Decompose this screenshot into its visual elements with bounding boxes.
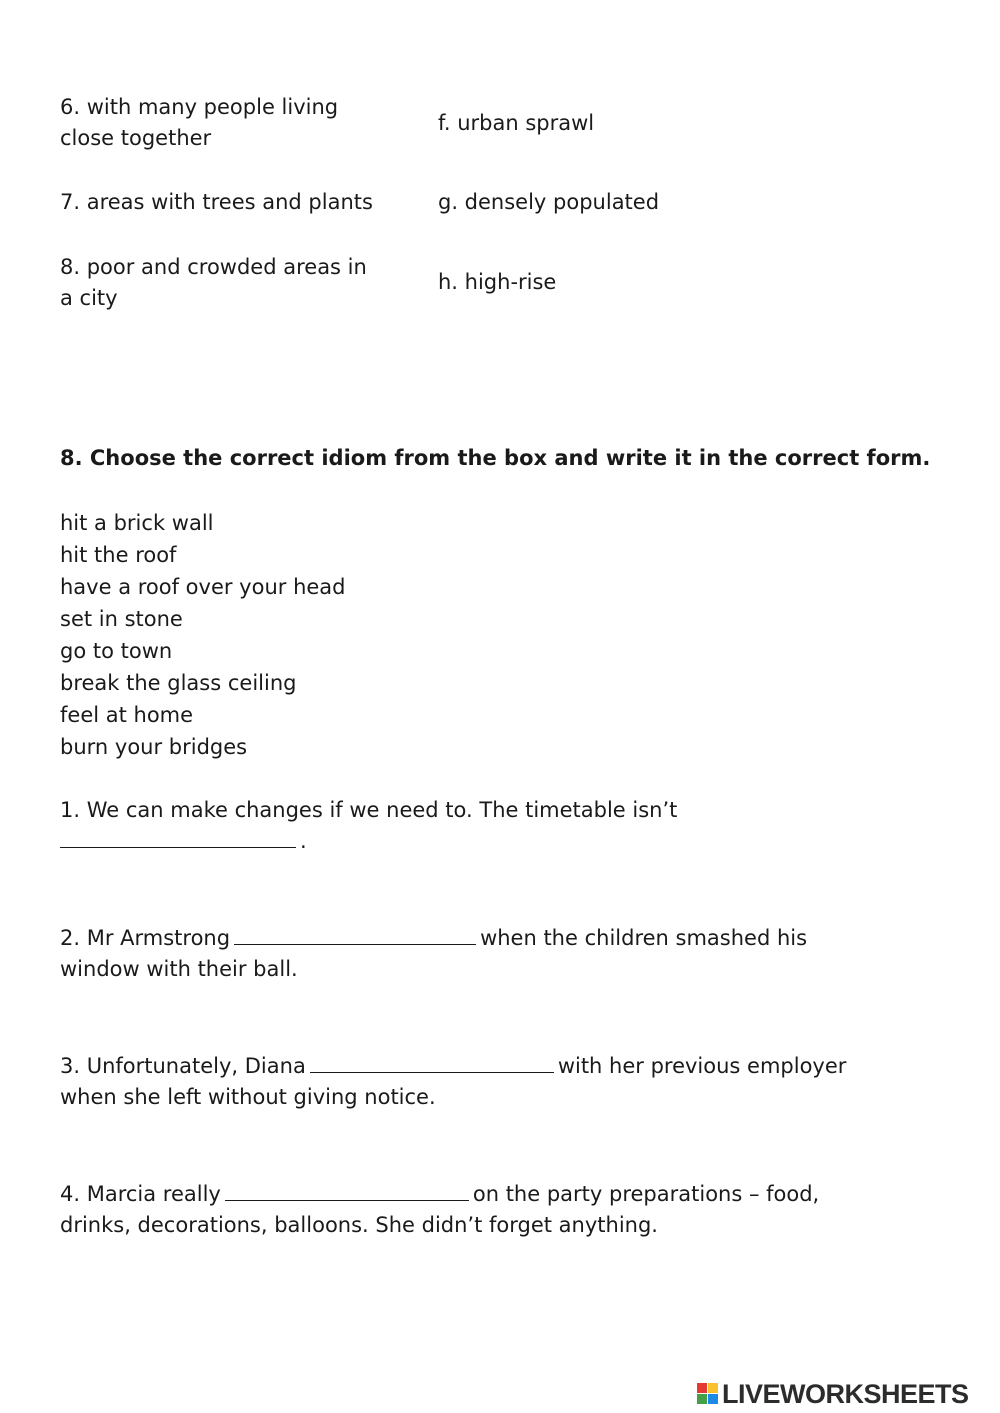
idiom-item: hit the roof (60, 543, 177, 567)
answer-blank-2[interactable] (234, 924, 476, 945)
match-option-g: g. densely populated (438, 190, 660, 214)
question-2-text-a: 2. Mr Armstrong (60, 926, 231, 950)
match-option-h: h. high-rise (438, 270, 557, 294)
liveworksheets-logo[interactable] (697, 1378, 969, 1410)
match-item-8-line1: 8. poor and crowded areas in (60, 255, 367, 279)
idiom-item: hit a brick wall (60, 511, 214, 535)
question-4-text-a: 4. Marcia really (60, 1182, 221, 1206)
question-3-text-c: when she left without giving notice. (60, 1085, 436, 1109)
question-4-text-b: on the party preparations – food, (472, 1182, 820, 1206)
question-1 (60, 795, 677, 857)
match-item-6-line2: close together (60, 126, 212, 150)
question-2-text-c: window with their ball. (60, 957, 298, 981)
exercise-heading: 8. Choose the correct idiom from the box and write it in the correct form. (60, 446, 931, 470)
match-option-f: f. urban sprawl (438, 111, 595, 135)
question-2-text-b: when the children smashed his (480, 926, 808, 950)
match-item-6 (60, 92, 338, 154)
answer-blank-3[interactable] (310, 1052, 554, 1073)
idiom-item: go to town (60, 639, 173, 663)
answer-blank-1[interactable] (60, 827, 296, 848)
logo-text: LIVEWORKSHEETS (722, 1378, 969, 1409)
match-item-6-line1: 6. with many people living (60, 95, 339, 119)
idiom-item: feel at home (60, 703, 194, 727)
idiom-item: break the glass ceiling (60, 671, 297, 695)
match-item-8 (60, 252, 367, 314)
question-3 (60, 1051, 846, 1113)
idiom-item: have a roof over your head (60, 575, 346, 599)
idiom-item: set in stone (60, 607, 183, 631)
question-1-text: 1. We can make changes if we need to. The timetable isn’t (60, 798, 678, 822)
idiom-item: burn your bridges (60, 735, 248, 759)
question-3-text-a: 3. Unfortunately, Diana (60, 1054, 306, 1078)
logo-mark-icon (697, 1383, 719, 1405)
answer-blank-4[interactable] (225, 1180, 469, 1201)
question-2 (60, 923, 807, 985)
question-4 (60, 1179, 819, 1241)
match-item-8-line2: a city (60, 286, 118, 310)
question-3-text-b: with her previous employer (557, 1054, 847, 1078)
question-1-end: . (300, 829, 307, 853)
question-4-text-c: drinks, decorations, balloons. She didn’t forget anything. (60, 1213, 658, 1237)
match-item-7: 7. areas with trees and plants (60, 190, 373, 214)
